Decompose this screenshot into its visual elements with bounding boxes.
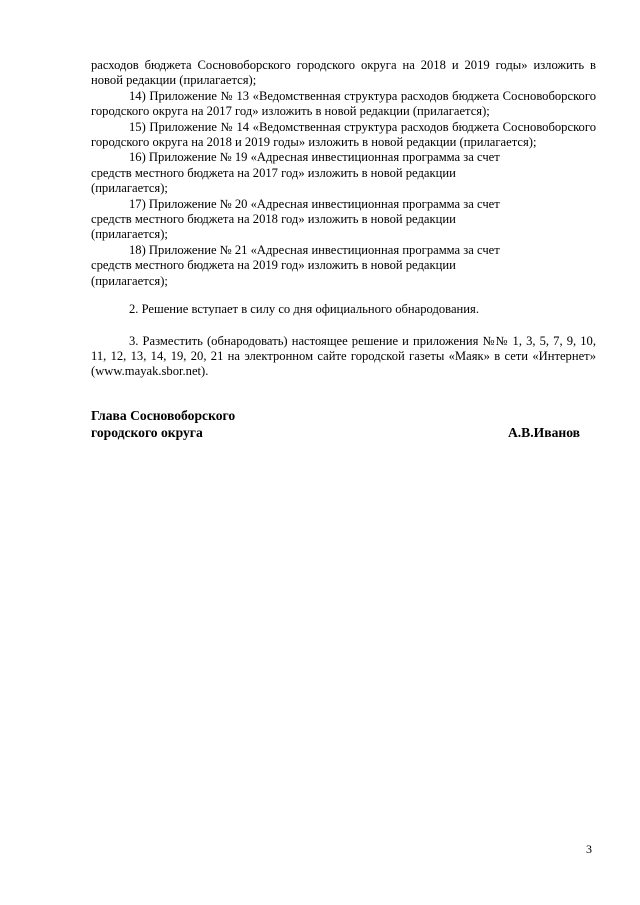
paragraph-item-15: 15) Приложение № 14 «Ведомственная структура расходов бюджета Сосновоборского городского округа на 2018 и 2019 годы» изложить в новой редакции (прилагается); [91, 119, 596, 150]
signature-row [91, 424, 596, 441]
signature-title-line2: городского округа [91, 424, 203, 440]
spacer [91, 318, 596, 334]
signature-title-line1: Глава Сосновоборского [91, 407, 236, 423]
paragraph-item-16: 16) Приложение № 19 «Адресная инвестиционная программа за счет средств местного бюджета на 2017 год» изложить в новой редакции (прилагается); [91, 150, 500, 196]
paragraph-item-14: 14) Приложение № 13 «Ведомственная структура расходов бюджета Сосновоборского городского округа на 2017 год» изложить в новой редакции (прилагается); [91, 88, 596, 119]
paragraph-item-17: 17) Приложение № 20 «Адресная инвестиционная программа за счет средств местного бюджета на 2018 год» изложить в новой редакции (прилагается); [91, 196, 500, 242]
paragraph-publication: 3. Разместить (обнародовать) настоящее решение и приложения №№ 1, 3, 5, 7, 9, 10, 11, 12, 13, 14, 19, 20, 21 на электронном сайте городской газеты «Маяк» в сети «Интернет» (www.mayak.sbor.net). [91, 333, 596, 379]
spacer [91, 289, 596, 302]
document-page [91, 58, 596, 441]
signature-block [91, 407, 596, 441]
paragraph-item-18: 18) Приложение № 21 «Адресная инвестиционная программа за счет средств местного бюджета на 2019 год» изложить в новой редакции (прилагается); [91, 242, 500, 288]
paragraph-continuation: расходов бюджета Сосновоборского городского округа на 2018 и 2019 годы» изложить в новой редакции (прилагается); [91, 58, 596, 88]
page-number: 3 [586, 842, 592, 856]
spacer [91, 380, 596, 407]
paragraph-effective-date: 2. Решение вступает в силу со дня официального обнародования. [129, 302, 479, 317]
signature-name: А.В.Иванов [507, 424, 580, 440]
